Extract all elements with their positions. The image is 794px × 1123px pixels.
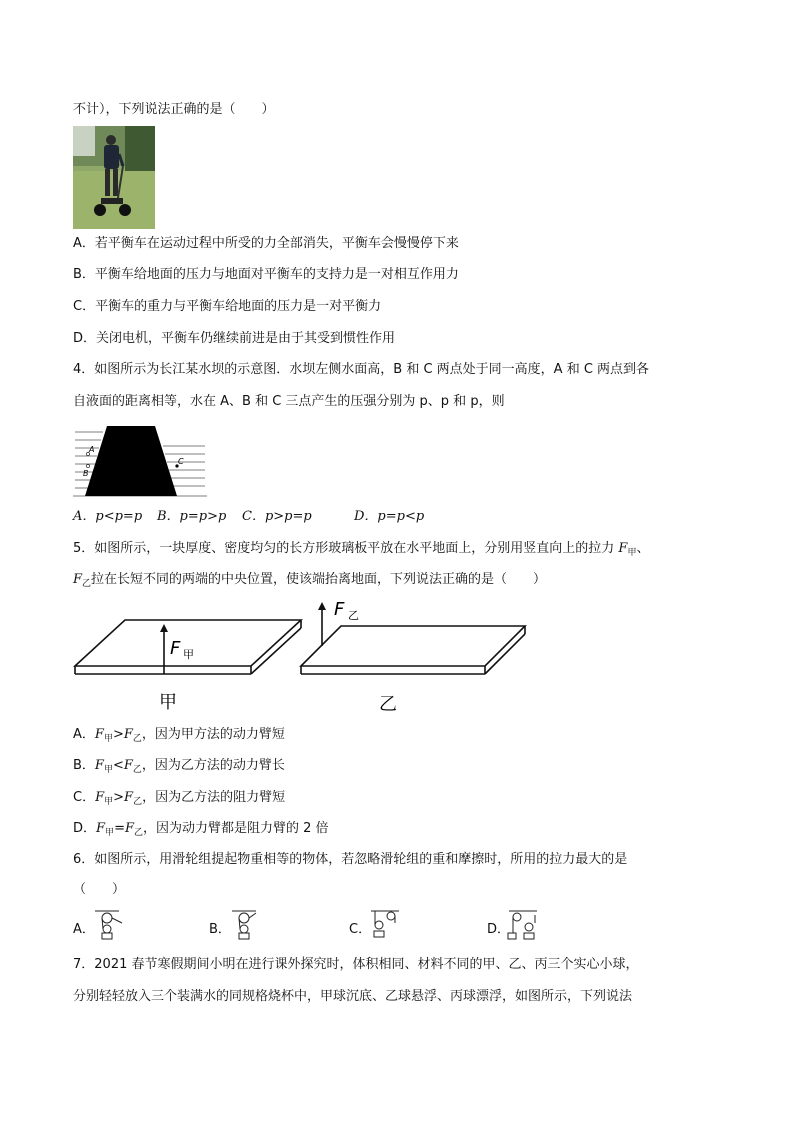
f-subscript: 乙 bbox=[134, 828, 144, 838]
q5-stem-sep: 、 bbox=[636, 541, 650, 556]
q4-option-c: C．p>p=p bbox=[242, 509, 312, 524]
f-symbol: F bbox=[123, 758, 133, 773]
comparison-op: = bbox=[114, 821, 125, 836]
f-subscript: 乙 bbox=[132, 734, 142, 744]
q7-stem-line2: 分别轻轻放入三个装满水的同规格烧杯中，甲球沉底、乙球悬浮、丙球漂浮，如图所示，下列说法 bbox=[73, 989, 633, 1004]
fig-f-yi-letter: F bbox=[334, 599, 345, 620]
q3-option-c: C．平衡车的重力与平衡车给地面的压力是一对平衡力 bbox=[73, 299, 382, 314]
q5-f-subscript: 甲 bbox=[627, 548, 637, 558]
q3-option-a: A．若平衡车在运动过程中所受的力全部消失，平衡车会慢慢停下来 bbox=[73, 236, 459, 251]
q5-stem-line1 bbox=[73, 540, 649, 559]
f-subscript: 甲 bbox=[104, 797, 114, 807]
glass-plate-diagram bbox=[73, 598, 533, 716]
f-symbol: F bbox=[96, 821, 106, 836]
f-symbol: F bbox=[95, 790, 105, 805]
fig-f-jia-letter: F bbox=[170, 638, 181, 659]
option-text: ，因为乙方法的阻力臂短 bbox=[142, 790, 286, 805]
q7-stem-line1: 7．2021 春节寒假期间小明在进行课外探究时，体积相同、材料不同的甲、乙、丙三个实心小球， bbox=[73, 957, 639, 972]
option-text: ，因为动力臂都是阻力臂的 2 倍 bbox=[143, 821, 329, 836]
fig-f-yi-sub: 乙 bbox=[348, 609, 359, 622]
q3-option-d: D．关闭电机，平衡车仍继续前进是由于其受到惯性作用 bbox=[73, 331, 396, 346]
pulley-d-icon bbox=[507, 909, 541, 941]
f-subscript: 乙 bbox=[133, 797, 143, 807]
q3-stem-tail: 不计），下列说法正确的是（ ） bbox=[73, 102, 275, 117]
q6-option-d-label: D． bbox=[487, 922, 511, 937]
f-symbol: F bbox=[124, 821, 134, 836]
q5-option-b bbox=[73, 757, 285, 776]
f-symbol: F bbox=[124, 790, 134, 805]
dam-diagram bbox=[73, 424, 209, 498]
q5-stem-text: 5．如图所示，一块厚度、密度均匀的长方形玻璃板平放在水平地面上，分别用竖直向上的拉力 bbox=[73, 541, 619, 556]
fig-f-jia-sub: 甲 bbox=[183, 648, 194, 661]
q4-option-b: B．p=p>p bbox=[157, 509, 227, 524]
f-subscript: 甲 bbox=[103, 734, 113, 744]
q4-stem-line1: 4．如图所示为长江某水坝的示意图．水坝左侧水面高，B 和 C 两点处于同一高度，A 和 C 两点到各 bbox=[73, 362, 650, 377]
q6-option-b-label: B． bbox=[209, 922, 231, 937]
q5-f-subscript: 乙 bbox=[82, 579, 92, 589]
q5-f-symbol: F bbox=[618, 541, 628, 556]
q5-option-c bbox=[73, 789, 285, 808]
q6-stem-line1: 6．如图所示，用滑轮组提起物重相等的物体，若忽略滑轮组的重和摩擦时，所用的拉力最大的是 bbox=[73, 852, 628, 867]
q6-option-a-label: A． bbox=[73, 922, 95, 937]
q6-stem-line2: （ ） bbox=[73, 882, 126, 897]
pulley-a-icon bbox=[93, 909, 127, 941]
q3-option-b: B．平衡车给地面的压力与地面对平衡车的支持力是一对相互作用力 bbox=[73, 267, 459, 282]
option-text: ，因为乙方法的动力臂长 bbox=[141, 758, 285, 773]
dam-label-c: C bbox=[178, 457, 184, 466]
f-subscript: 甲 bbox=[105, 828, 115, 838]
f-subscript: 甲 bbox=[103, 765, 113, 775]
segway-rider-photo bbox=[73, 126, 155, 229]
comparison-op: > bbox=[112, 727, 124, 742]
q6-options bbox=[73, 909, 553, 943]
f-symbol: F bbox=[94, 727, 104, 742]
option-prefix: D． bbox=[73, 821, 97, 836]
fig-caption-jia: 甲 bbox=[159, 692, 177, 713]
q5-stem-text: 拉在长短不同的两端的中央位置，使该端抬离地面，下列说法正确的是（ ） bbox=[91, 572, 547, 587]
q5-f-symbol: F bbox=[73, 572, 83, 587]
comparison-op: < bbox=[112, 758, 124, 773]
dam-label-b: B bbox=[83, 469, 89, 478]
option-prefix: C． bbox=[73, 790, 96, 805]
f-subscript: 乙 bbox=[132, 765, 142, 775]
f-symbol: F bbox=[94, 758, 104, 773]
q6-option-c-label: C． bbox=[349, 922, 372, 937]
f-symbol: F bbox=[123, 727, 133, 742]
comparison-op: > bbox=[113, 790, 125, 805]
dam-label-a: A bbox=[89, 445, 95, 454]
q4-option-d: D．p=p<p bbox=[354, 509, 425, 524]
pulley-c-icon bbox=[369, 909, 403, 941]
q5-stem-line2 bbox=[73, 571, 546, 590]
q4-options bbox=[73, 508, 424, 526]
option-prefix: A． bbox=[73, 727, 95, 742]
fig-caption-yi: 乙 bbox=[379, 694, 397, 715]
option-prefix: B． bbox=[73, 758, 95, 773]
q5-option-a bbox=[73, 726, 285, 745]
pulley-b-icon bbox=[230, 909, 264, 941]
q4-option-a: A．p<p=p bbox=[73, 509, 143, 524]
option-text: ，因为甲方法的动力臂短 bbox=[141, 727, 285, 742]
q5-option-d bbox=[73, 820, 329, 839]
q4-stem-line2: 自液面的距离相等，水在 A、B 和 C 三点产生的压强分别为 p、p 和 p，则 bbox=[73, 394, 505, 409]
